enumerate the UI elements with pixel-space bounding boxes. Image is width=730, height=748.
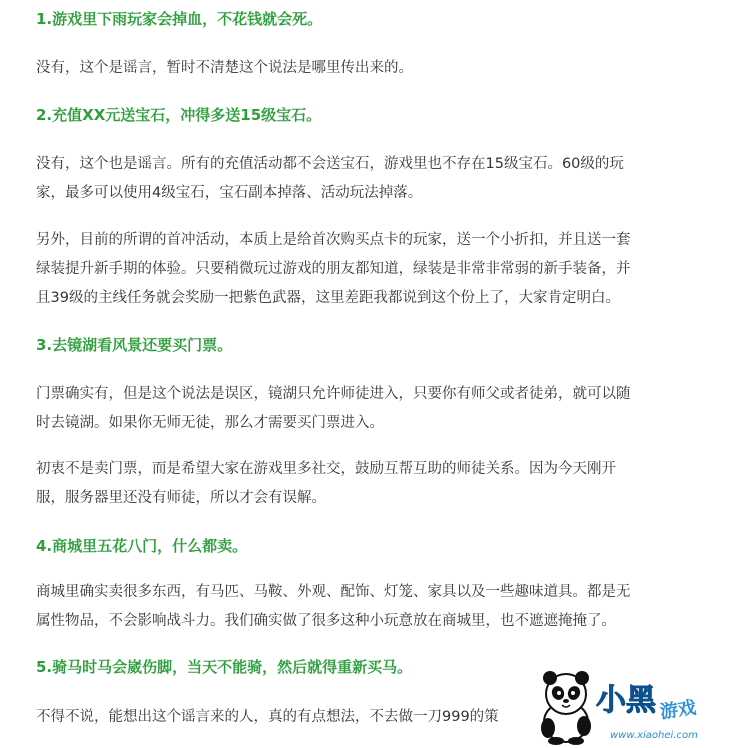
text-line: 绿装提升新手期的体验。只要稍微玩过游戏的朋友都知道，绿装是非常非常弱的新手装备，并 (36, 261, 631, 277)
text-line: 家，最多可以使用4级宝石，宝石副本掉落、活动玩法掉落。 (36, 185, 423, 201)
text-line: 不得不说，能想出这个谣言来的人，真的有点想法，不去做一刀999的策 (36, 709, 499, 725)
section-3-paragraph-2 (36, 455, 700, 513)
svg-text:小黑: 小黑 (596, 683, 656, 718)
section-2-paragraph-1 (36, 150, 700, 208)
section-1-heading: 1.游戏里下雨玩家会掉血，不花钱就会死。 (36, 10, 323, 28)
text-line: 时去镜湖。如果你无师无徒，那么才需要买门票进入。 (36, 415, 384, 431)
svg-text:游戏: 游戏 (658, 697, 698, 724)
section-1-paragraph-1 (36, 54, 700, 83)
text-line: 服，服务器里还没有师徒，所以才会有误解。 (36, 490, 326, 506)
section-4-heading: 4.商城里五花八门，什么都卖。 (36, 537, 248, 555)
panda-logo-icon (526, 666, 726, 746)
section-3-paragraph-1 (36, 380, 700, 438)
section-2-paragraph-2 (36, 226, 700, 313)
text-line: 没有，这个也是谣言。所有的充值活动都不会送宝石，游戏里也不存在15级宝石。60级的玩 (36, 156, 624, 172)
svg-text:www.xiaohei.com: www.xiaohei.com (610, 730, 698, 741)
section-5-heading: 5.骑马时马会崴伤脚，当天不能骑，然后就得重新买马。 (36, 658, 413, 676)
text-line: 商城里确实卖很多东西，有马匹、马鞍、外观、配饰、灯笼、家具以及一些趣味道具。都是无 (36, 584, 631, 600)
text-line: 门票确实有，但是这个说法是误区，镜湖只允许师徒进入，只要你有师父或者徒弟，就可以随 (36, 386, 631, 402)
section-3-heading: 3.去镜湖看风景还要买门票。 (36, 336, 233, 354)
watermark-logo (526, 666, 726, 746)
section-2-heading: 2.充值XX元送宝石，冲得多送15级宝石。 (36, 106, 322, 124)
text-line: 没有，这个是谣言，暂时不清楚这个说法是哪里传出来的。 (36, 60, 413, 76)
text-line: 初衷不是卖门票，而是希望大家在游戏里多社交，鼓励互帮互助的师徒关系。因为今天刚开 (36, 461, 616, 477)
section-4-paragraph-1 (36, 578, 700, 636)
text-line: 另外，目前的所谓的首冲活动，本质上是给首次购买点卡的玩家，送一个小折扣，并且送一套 (36, 232, 631, 248)
text-line: 属性物品，不会影响战斗力。我们确实做了很多这种小玩意放在商城里，也不遮遮掩掩了。 (36, 613, 616, 629)
text-line: 且39级的主线任务就会奖励一把紫色武器，这里差距我都说到这个份上了，大家肯定明白。 (36, 290, 620, 306)
